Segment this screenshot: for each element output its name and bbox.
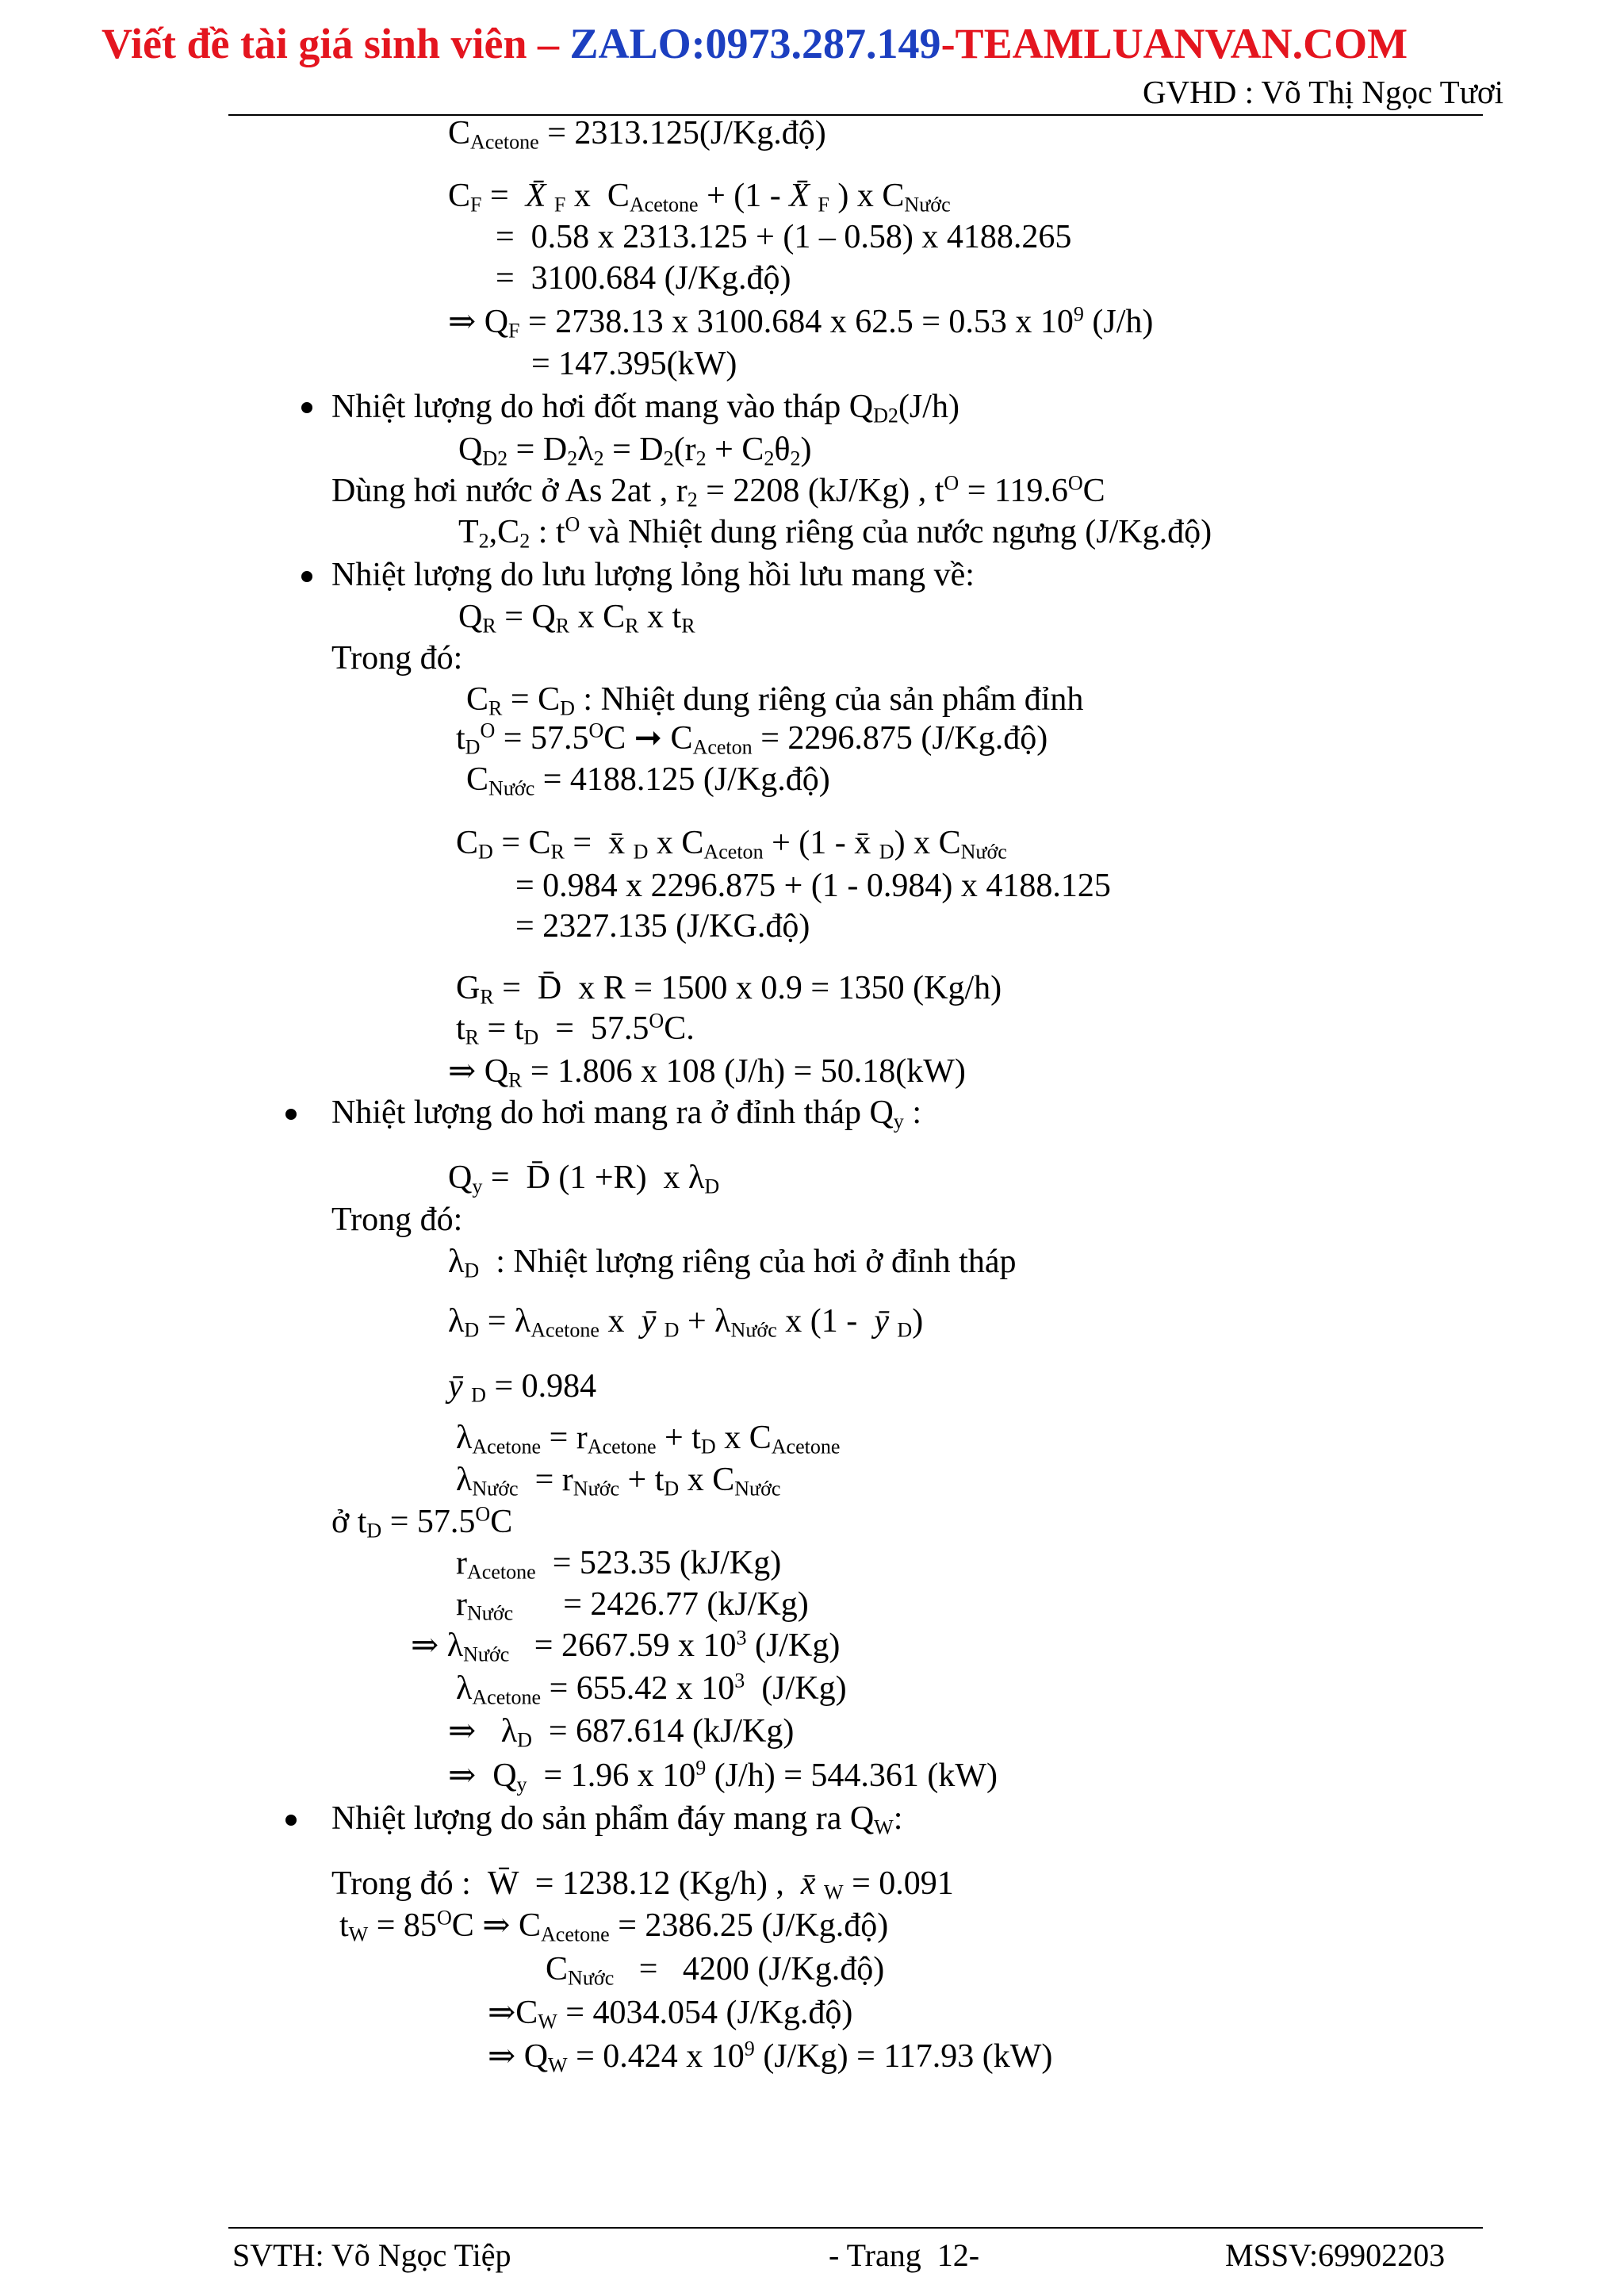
doc-line: $C_D = C_R$ = x̄ $_D$ x $C_{Aceton} + (1$ - x̄ $_D$) x $C_{Nước}$ xyxy=(456,825,1007,864)
doc-line: $Q_{D2} = D_2\lambda_2 = D_2(r_2 + C_2\theta_2)$ xyxy=(458,431,812,470)
bullet-icon xyxy=(301,571,312,582)
doc-line: $t_D^O = 57.5^OC$ ➞ $C_{Aceton} = 2296.875$ (J/Kg.độ) xyxy=(456,719,1048,759)
doc-line: $\lambda_{Acetone} = r_{Acetone} + t_D$ x $C_{Acetone}$ xyxy=(456,1420,841,1458)
doc-line: $T_2,C_2$ : $t^O$ và Nhiệt dung riêng của nước ngưng (J/Kg.độ) xyxy=(458,512,1212,553)
doc-line: $\lambda_D = \lambda_{Acetone}$ x ȳ $_D + \lambda_{Nước}$ x (1 - ȳ $_D$) xyxy=(448,1303,924,1342)
bullet-icon xyxy=(285,1815,297,1826)
doc-line: $t_R = t_D = 57.5^OC$. xyxy=(456,1009,695,1049)
doc-line: $Q_R = Q_R$ x $C_R$ x $t_R$ xyxy=(458,599,695,638)
page-number: - Trang 12- xyxy=(829,2237,980,2273)
banner-text-1: Viết đề tài giá sinh viên – xyxy=(102,20,570,67)
doc-line: Dùng hơi nước ở As 2at , $r_2 = 2208$ (kJ/Kg) , $t^O = 119.6^OC$ xyxy=(331,471,1105,512)
doc-line: ⇒ $Q_W = 0.424$ x $10^9$ (J/Kg) = 117.93 (kW) xyxy=(488,2037,1053,2077)
doc-line: ⇒ $Q_y = 1.96$ x $10^9$ (J/h) = 544.361 (kW) xyxy=(448,1756,998,1796)
doc-line: ⇒ $Q_R = 1.806$ x 108 (J/h) = 50.18(kW) xyxy=(448,1053,966,1092)
student-id: MSSV:69902203 xyxy=(1225,2237,1446,2273)
footer-rule xyxy=(228,2227,1483,2229)
banner-site: -TEAMLUANVAN.COM xyxy=(940,20,1408,67)
bullet-icon xyxy=(285,1109,297,1120)
bullet-icon xyxy=(301,402,312,413)
doc-line: ȳ $_D$ = 0.984 xyxy=(448,1368,597,1407)
doc-line: $G_R$ = D̄ x R = 1500 x 0.9 = 1350 (Kg/h) xyxy=(456,970,1002,1009)
doc-line: = 147.395(kW) xyxy=(531,346,737,382)
doc-line: $\lambda_{Nước} = r_{Nước} + t_D$ x $C_{Nước}$ xyxy=(456,1462,781,1501)
supervisor-label: GVHD : Võ Thị Ngọc Tươi xyxy=(1142,74,1503,110)
doc-line: Trong đó: xyxy=(331,1202,463,1238)
doc-line: $r_{Nước}$ = 2426.77 (kJ/Kg) xyxy=(456,1586,809,1625)
doc-line: ⇒ $\lambda_{Nước} = 2667.59$ x $10^3$ (J/Kg) xyxy=(411,1626,841,1666)
doc-line: $C_{Nước} = 4188.125$ (J/Kg.độ) xyxy=(466,761,830,800)
doc-line: = 3100.684 (J/Kg.độ) xyxy=(496,260,791,297)
doc-line: = 2327.135 (J/KG.độ) xyxy=(515,908,810,945)
doc-line: ở $t_D = 57.5^OC$ xyxy=(331,1502,513,1543)
banner-zalo: ZALO:0973.287.149 xyxy=(569,20,941,67)
doc-line: Nhiệt lượng do hơi đốt mang vào tháp $Q_{D2}(J/h)$ xyxy=(331,389,959,427)
doc-line: $\lambda_D$ : Nhiệt lượng riêng của hơi ở đỉnh tháp xyxy=(448,1244,1017,1282)
doc-line: $C_{Nước} = 4200$ (J/Kg.độ) xyxy=(546,1951,885,1990)
doc-line: $C_{Acetone}$ = 2313.125(J/Kg.độ) xyxy=(448,115,826,154)
header-banner xyxy=(102,19,1408,68)
header-rule xyxy=(228,114,1483,116)
doc-line: $C_F$ = X̄ $_F$ x $C_{Acetone} + (1$ - X̄ $_F$ ) x $C_{Nước}$ xyxy=(448,178,951,217)
doc-line: $t_W = 85^OC$ ⇒ $C_{Acetone} = 2386.25$ (J/Kg.độ) xyxy=(339,1906,889,1946)
doc-line: $Q_y$ = D̄ (1 +R) x $\lambda_D$ xyxy=(448,1159,720,1198)
student-name: SVTH: Võ Ngọc Tiệp xyxy=(232,2237,511,2273)
doc-line: Nhiệt lượng do hơi mang ra ở đỉnh tháp $Q_y$ : xyxy=(331,1094,921,1133)
doc-line: $\lambda_{Acetone} = 655.42$ x $10^3$ (J/Kg) xyxy=(456,1669,847,1709)
doc-line: Nhiệt lượng do lưu lượng lỏng hồi lưu mang về: xyxy=(331,557,975,593)
doc-line: $r_{Acetone} = 523.35$ (kJ/Kg) xyxy=(456,1545,782,1584)
doc-line: Nhiệt lượng do sản phẩm đáy mang ra $Q_W$: xyxy=(331,1800,903,1839)
doc-line: ⇒ $Q_F = 2738.13$ x 3100.684 x 62.5 = 0.53 x $10^9$ (J/h) xyxy=(448,302,1154,343)
doc-line: $C_R = C_D$ : Nhiệt dung riêng của sản phẩm đỉnh xyxy=(466,681,1084,720)
doc-line: $\Rightarrow C_W = 4034.054$ (J/Kg.độ) xyxy=(488,1995,853,2033)
doc-line: ⇒ $\lambda_D = 687.614$ (kJ/Kg) xyxy=(448,1713,795,1752)
doc-line: Trong đó : W̄ = 1238.12 (Kg/h) , x̄ $_W$ = 0.091 xyxy=(331,1865,954,1904)
doc-line: = 0.58 x 2313.125 + (1 – 0.58) x 4188.265 xyxy=(496,219,1072,255)
doc-line: Trong đó: xyxy=(331,640,463,677)
doc-line: = 0.984 x 2296.875 + (1 - 0.984) x 4188.125 xyxy=(515,868,1111,904)
